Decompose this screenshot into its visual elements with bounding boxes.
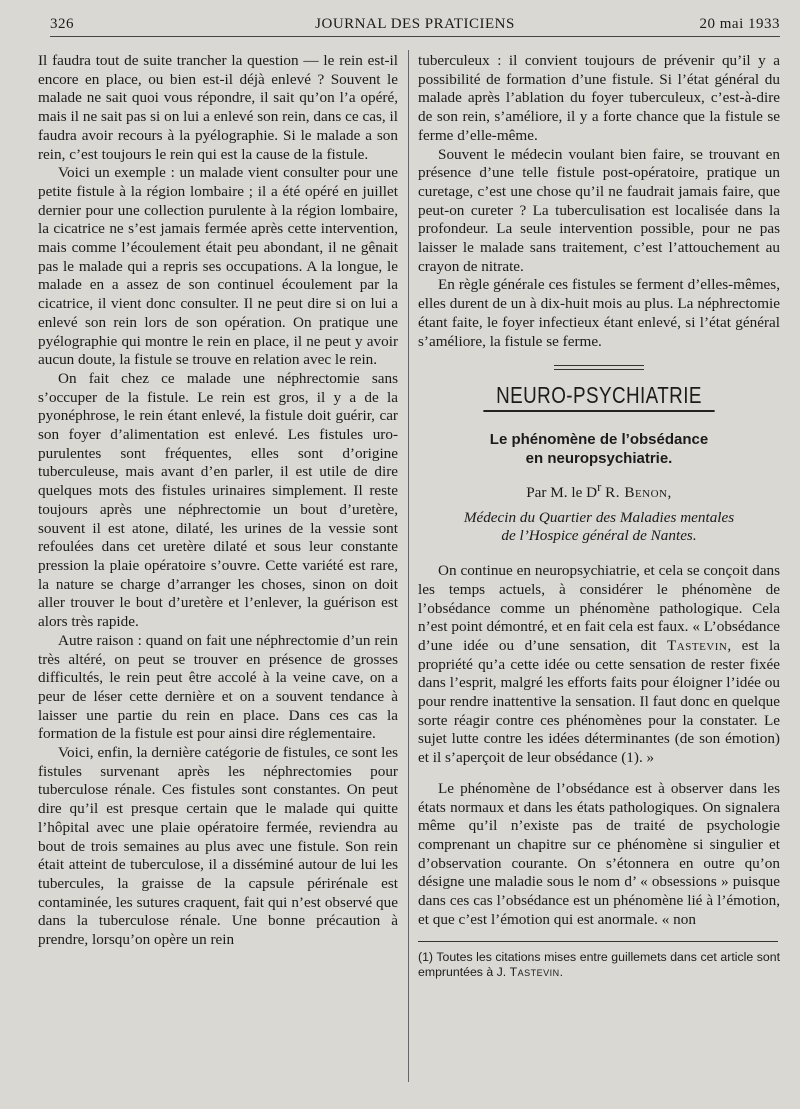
author-byline [418,478,780,503]
journal-title: JOURNAL DES PRATICIENS [315,16,515,32]
paragraph: tuberculeux : il convient toujours de prévenir qu’il y a possibilité de formation d’une fistule. Si l’état général du malade après l’ablation du foyer tuberculeux, c’est-à-dire de son rein, s’améliore, il y a forte chance que la fistule se ferme d’elle-même. [418,52,780,144]
footnote-end: . [559,964,564,979]
paragraph: Le phénomène de l’obsédance est à observer dans les états normaux et dans les états pathologiques. On signalera même qu’il n’existe pas de traité de psychologie comprenant un chapitre sur ce phénomène si singulier et d’observation courante. On s’étonnera en outre qu’on désigne une maladie sous le nom d’ « obsessions » puisque dans ces cas l’obsédance est un phénomène lié à l’émotion, et que c’est l’émotion qui est anormale. « non [418,779,780,928]
paragraph-text: , est la propriété qu’a cette idée ou cette sensation de rester fixée dans l’esprit, malgré les efforts faits pour éloigner l’idée ou pour rendre inattentive la sensation. Il faut donc en quelque sorte réagir contre ces phénomènes pour la constater. Le sujet lutte contre les idées déterminantes (de son émotion) et il s’aperçoit de leur obsédance (1). » [418,636,780,767]
footnote-rule [418,941,778,942]
column-divider [408,50,409,1082]
byline-prefix: Par M. le D [526,484,598,502]
paragraph: Autre raison : quand on fait une néphrectomie d’un rein très altéré, on peut se trouver en présence de grosses difficultés, le rein peut être accolé à la veine cave, on a peur de léser cette dernière et on a souvent tendance à laisser une partie du rein en place. Dans ces cas la formation de la fistule est pour ainsi dire réglementaire. [38,631,398,743]
affiliation-line: Médecin du Quartier des Maladies mentales [463,508,735,526]
paragraph [418,562,780,768]
footnote-text: (1) Toutes les citations mises entre guillemets dans cet article sont empruntées à J. [418,950,780,979]
cited-author: Tastevin [667,636,728,654]
section-title: NEURO-PSYCHIATRIE [483,386,714,412]
page-header [50,14,780,37]
spacer [418,768,780,780]
affiliation-line: de l’Hospice général de Nantes. [501,527,697,545]
left-column [38,52,398,950]
article-title-line: en neuropsychiatrie. [525,449,673,467]
footnote-cited-author: Tastevin [509,964,560,979]
section-separator [554,365,644,370]
paragraph: Il faudra tout de suite trancher la question — le rein est-il encore en place, ou bien est-il déjà enlevé ? Souvent le malade ne sait quoi vous répondre, il sait qu’on l’a opéré, mais il ne sait pas si on lui a enlevé son rein, dans ce cas, il faudra avoir recours à la pyélographie. Si le malade a son rein, c’est toujours le rein qui est la cause de la fistule. [38,52,398,163]
author-affiliation [418,509,780,546]
article-title-line: Le phénomène de l’obsédance [489,430,709,448]
author-name: R. Benon, [605,484,672,502]
paragraph: Voici, enfin, la dernière catégorie de fistules, ce sont les fistules survenant après les néphrectomies pour tuberculose rénale. Ces fistules sont constantes. On peut dire qu’il est presque certain que le malade qui quitte l’hôpital avec une plaie opératoire fermée, reviendra au bout de trois semaines au plus avec une fistule. Son rein était atteint de tuberculose, il a disséminé autour de lui les tubercules, la graisse de la capsule périrénale est contaminée, les sutures craquent, fait qui n’est observé que dans la tuberculose rénale. Une bonne précaution à prendre, lorsqu’on opère un rein [38,744,398,949]
page-number: 326 [50,16,74,32]
paragraph: Voici un exemple : un malade vient consulter pour une petite fistule à la région lombaire ; il a été opéré en juillet dernier pour une collection purulente à la région lombaire, la cicatrice ne s’est jamais fermée après cette intervention, mais comme l’écoulement était peu abondant, il ne gênait pas le malade qui a repris ses occupations. A la longue, le malade en a assez de son continuel écoulement par la cicatrice, il vient donc consulter. Il ne peut dire si on lui a enlevé son rein lors de son opération. On pratique une pyélographie qui montre le rein en place, il ne peut y avoir aucun doute, la fistule se trouve en relation avec le rein. [38,164,398,369]
issue-date: 20 mai 1933 [699,16,780,32]
paragraph: Souvent le médecin voulant bien faire, se trouvant en présence d’une telle fistule post-opératoire, pratique un curetage, c’est une chose qu’il ne faudrait jamais faire, que peut-on cureter ? La tuberculisation est localisée dans la profondeur. La seule intervention possible, pour ne pas laisser le malade sans traitement, c’est l’attouchement au crayon de nitrate. [418,145,780,275]
byline-superscript: r [597,479,602,494]
footnote [418,950,780,979]
article-title [418,430,780,468]
right-column [418,52,780,979]
paragraph: En règle générale ces fistules se ferment d’elles-mêmes, elles durent de un à dix-huit mois au plus. La néphrectomie étant faite, le foyer infectieux étant enlevé, si l’état général s’améliore, la fistule se ferme. [418,276,780,350]
paragraph-text: On continue en neuropsychiatrie, et cela se conçoit dans les temps actuels, à considérer le phénomène de l’obsédance comme un phénomène pathologique. Cela n’est point démontré, et en fait cela est faux. « L’obsédance d’une idée ou d’une sensation, dit [418,562,780,654]
paragraph: On fait chez ce malade une néphrectomie sans s’occuper de la fistule. Le rein est gros, il y a de la pyonéphrose, le rein étant enlevé, la fistule doit guérir, car son foyer d’alimentation est enlevé. Les fistules uro-purulentes sont fréquentes, elles sont d’origine tuberculeuse, mais avant d’en parler, il est utile de dire quelques mots des fistules urinaires simplement. Il reste toujours après une néphrectomie un bout d’uretère, souvent il est atone, dilaté, les urines de la vessie sont refoulées dans cet uretère dilaté et sous leur constante pression la plaie opératoire s’ouvre. Cette variété est rare, la nature se charge d’arranger les choses, sinon on doit aller trouver le bout d’uretère et l’enlever, la guérison est alors très rapide. [38,369,398,631]
